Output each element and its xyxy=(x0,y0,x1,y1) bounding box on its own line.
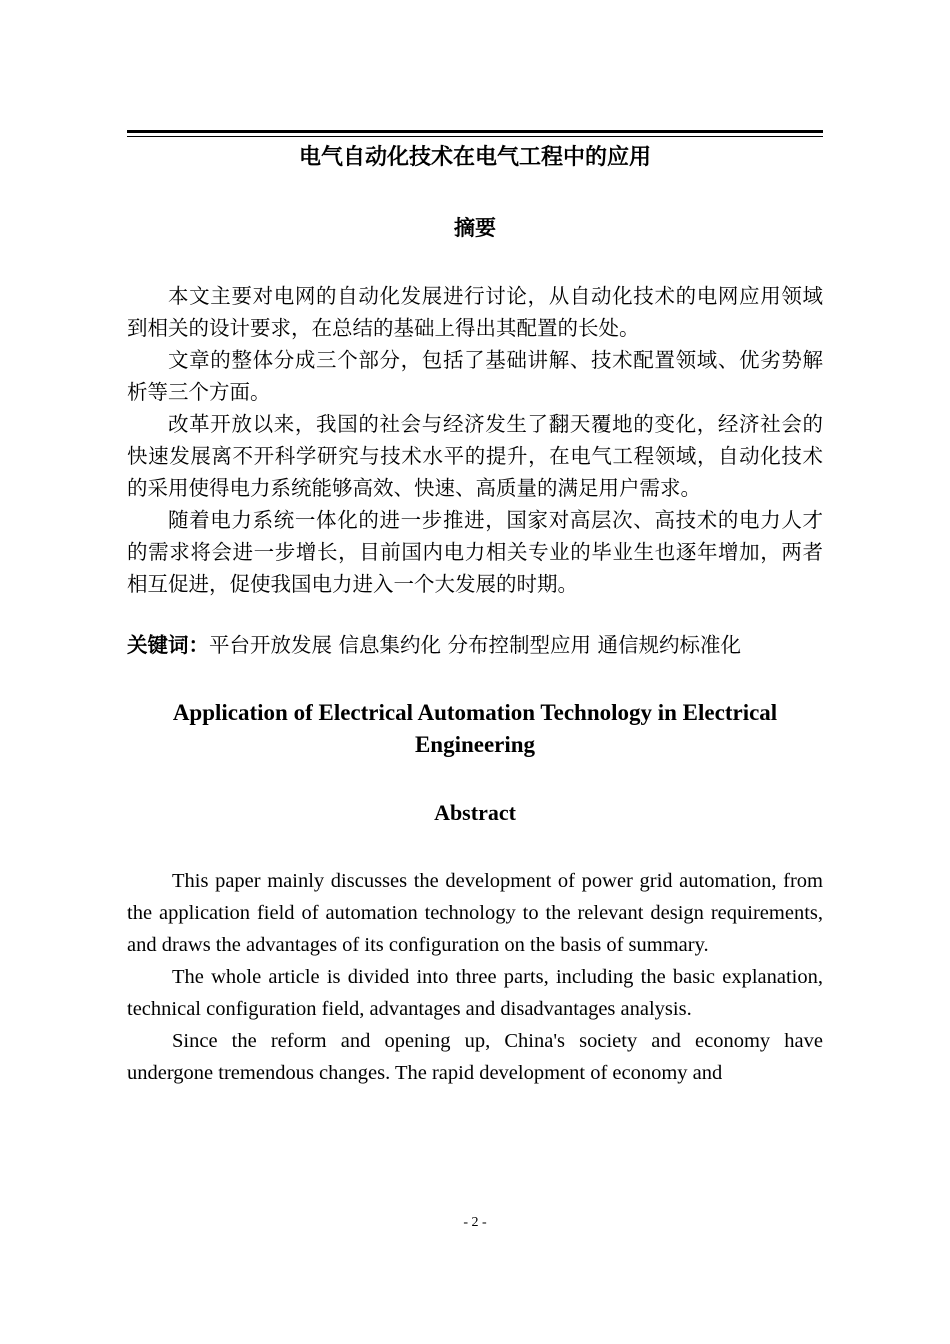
english-abstract-body xyxy=(127,865,823,1089)
english-title: Application of Electrical Automation Technology in Electrical Engineering xyxy=(172,700,778,757)
keywords-list: 平台开放发展 信息集约化 分布控制型应用 通信规约标准化 xyxy=(209,633,742,657)
english-paragraph: The whole article is divided into three parts, including the basic explanation, technical configuration field, advantages and disadvantages analysis. xyxy=(127,966,823,1020)
chinese-paragraph: 改革开放以来，我国的社会与经济发生了翻天覆地的变化，经济社会的快速发展离不开科学研究与技术水平的提升，在电气工程领域，自动化技术的采用使得电力系统能够高效、快速、高质量的满足用户需求。 xyxy=(127,412,823,500)
english-paragraph: Since the reform and opening up, China's society and economy have undergone tremendous changes. The rapid development of economy and xyxy=(127,1030,823,1084)
chinese-paragraph: 随着电力系统一体化的进一步推进，国家对高层次、高技术的电力人才的需求将会进一步增长，目前国内电力相关专业的毕业生也逐年增加，两者相互促进，促使我国电力进入一个大发展的时期。 xyxy=(127,508,823,596)
keywords-line xyxy=(127,629,823,661)
chinese-abstract-heading: 摘要 xyxy=(454,216,496,240)
header-rule-thick xyxy=(127,130,823,133)
page-number: - 2 - xyxy=(463,1215,487,1230)
english-abstract-heading: Abstract xyxy=(434,800,516,825)
english-paragraph: This paper mainly discusses the development of power grid automation, from the application field of automation technology to the relevant design requirements, and draws the advantages of its configuration on the basis of summary. xyxy=(127,870,823,956)
chinese-paragraph: 文章的整体分成三个部分，包括了基础讲解、技术配置领域、优劣势解析等三个方面。 xyxy=(127,348,823,404)
header-rule-thin xyxy=(127,136,823,137)
chinese-title: 电气自动化技术在电气工程中的应用 xyxy=(298,145,651,170)
chinese-paragraph: 本文主要对电网的自动化发展进行讨论，从自动化技术的电网应用领域到相关的设计要求，在总结的基础上得出其配置的长处。 xyxy=(127,284,823,340)
chinese-abstract-body xyxy=(127,280,823,600)
keywords-label: 关键词： xyxy=(127,633,209,657)
